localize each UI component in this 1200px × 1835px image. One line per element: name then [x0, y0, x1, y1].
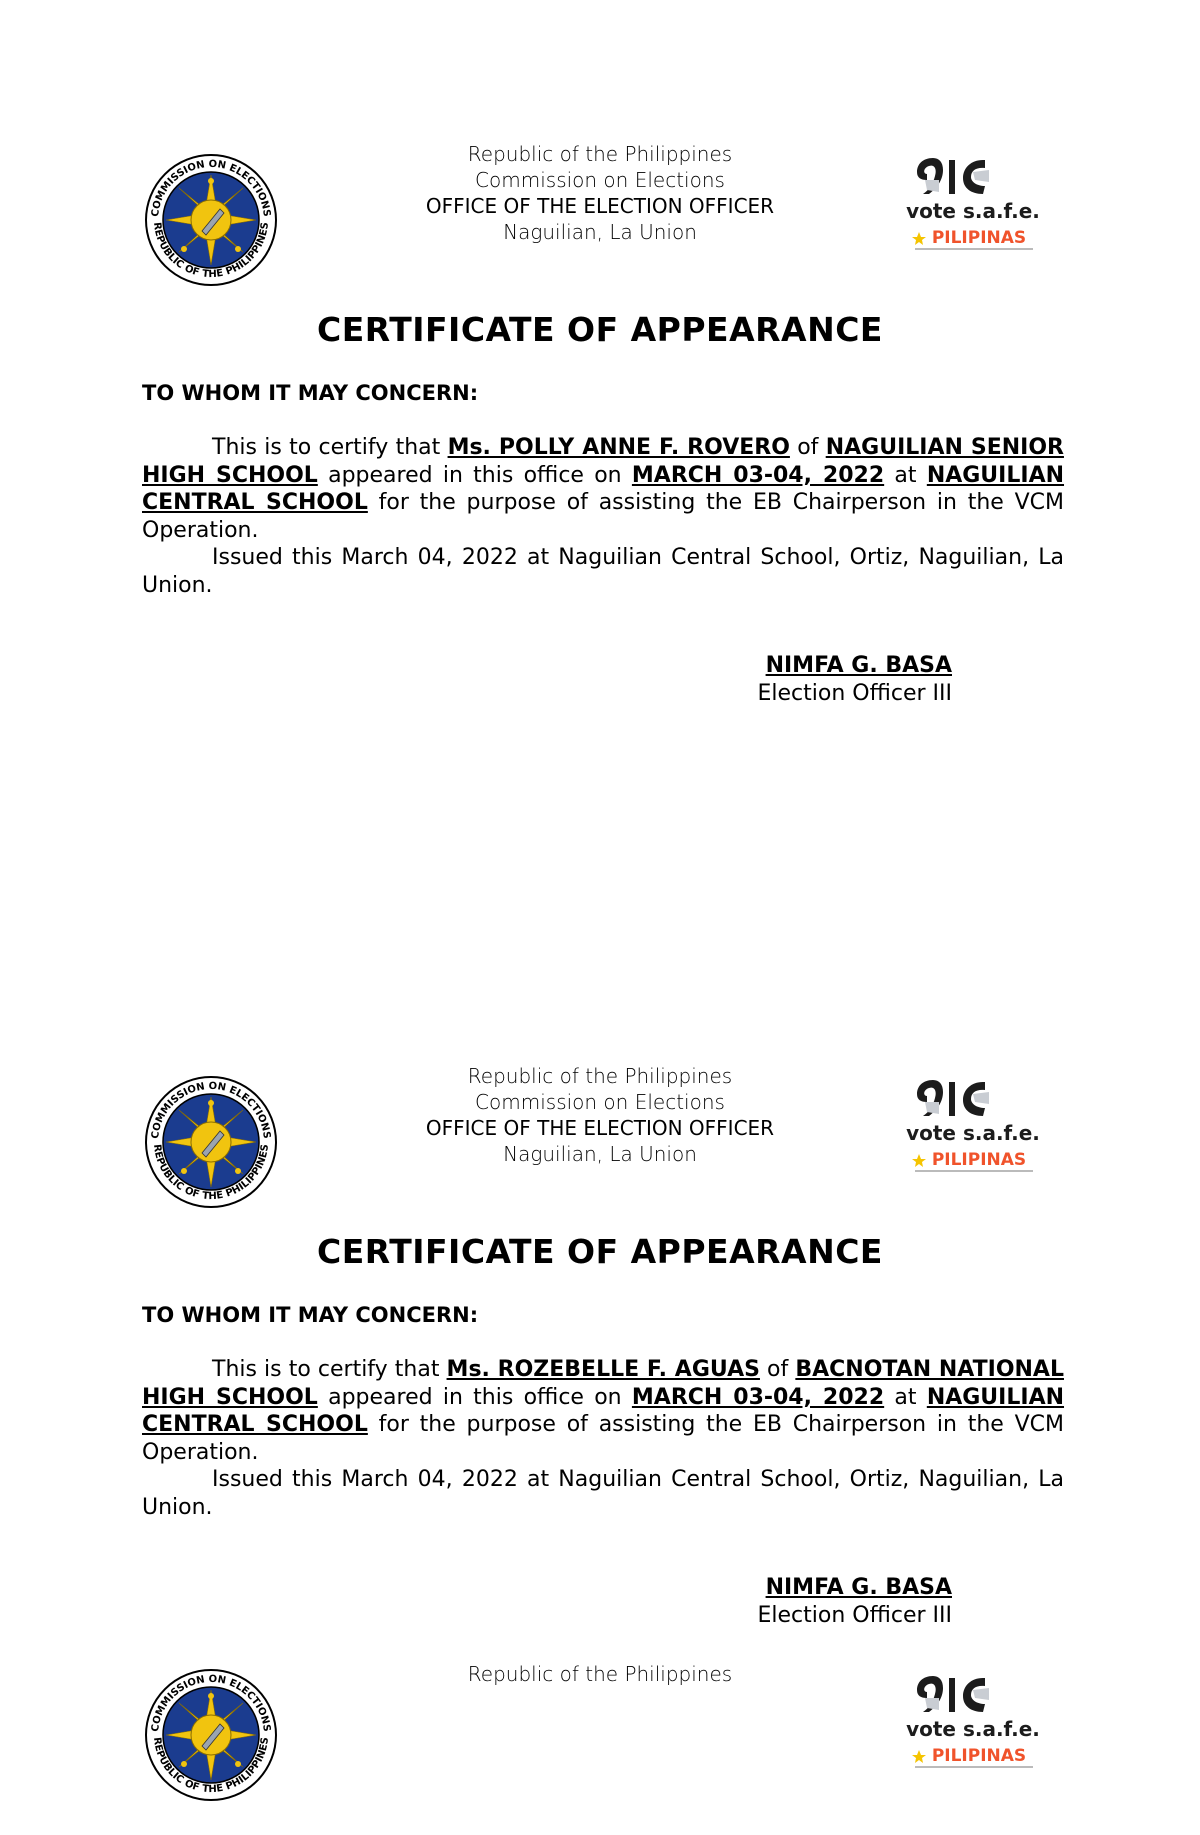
certificate-title: CERTIFICATE OF APPEARANCE — [317, 1232, 883, 1271]
header-republic: Republic of the Philippines — [467, 142, 733, 166]
school-name: BACNOTAN NATIONAL HIGH SCHOOL — [142, 1357, 1064, 1410]
salutation: TO WHOM IT MAY CONCERN: — [142, 1303, 479, 1327]
header-location: Naguilian, La Union — [503, 1142, 697, 1166]
office-header — [300, 1063, 900, 1167]
appearance-date: MARCH 03-04, 2022 — [631, 462, 885, 488]
seal-top-text: COMMISSION ON ELECTIONS — [150, 1673, 272, 1733]
venue-name: NAGUILIAN CENTRAL SCHOOL — [142, 462, 1065, 515]
header-republic: Republic of the Philippines — [467, 1662, 733, 1686]
certificate-1 — [0, 0, 1200, 760]
vote-safe-logo-icon — [905, 1072, 1041, 1182]
body-paragraph-1: This is to certify that Ms. POLLY ANNE F. ROVERO of NAGUILIAN SENIOR HIGH SCHOOL appeared in this office on MARCH 03-04, 2022 at NAGUILIAN CENTRAL SCHOOL for the purpose of assisting the EB Chairperson in the VCM Operation. — [142, 435, 1065, 543]
header-commission: Commission on Elections — [475, 1090, 725, 1114]
header-office: OFFICE OF THE ELECTION OFFICER — [425, 194, 775, 218]
certificate-body — [142, 1356, 1064, 1521]
header-republic: Republic of the Philippines — [467, 1064, 733, 1088]
seal-top-text: COMMISSION ON ELECTIONS — [150, 1080, 272, 1140]
logo-pilipinas-text: PILIPINAS — [931, 1746, 1027, 1766]
venue-name: NAGUILIAN CENTRAL SCHOOL — [142, 1384, 1065, 1437]
header-office: OFFICE OF THE ELECTION OFFICER — [425, 1116, 775, 1140]
salutation: TO WHOM IT MAY CONCERN: — [142, 381, 479, 405]
body-paragraph-1: This is to certify that Ms. ROZEBELLE F. AGUAS of BACNOTAN NATIONAL HIGH SCHOOL appeared in this office on MARCH 03-04, 2022 at NAGUILIAN CENTRAL SCHOOL for the purpose of assisting the EB Chairperson in the VCM Operation. — [142, 1357, 1065, 1465]
header-commission: Commission on Elections — [475, 168, 725, 192]
person-name: Ms. POLLY ANNE F. ROVERO — [447, 435, 790, 460]
logo-vote-text: vote s.a.f.e. — [906, 1717, 1040, 1741]
certificate-body — [142, 434, 1064, 599]
body-paragraph-2: Issued this March 04, 2022 at Naguilian Central School, Ortiz, Naguilian, La Union. — [142, 1467, 1064, 1520]
office-header — [300, 141, 900, 245]
certificate-title: CERTIFICATE OF APPEARANCE — [317, 310, 883, 349]
seal-bottom-text: REPUBLIC OF THE PHILIPPINES — [150, 1736, 272, 1796]
vote-safe-logo-icon — [905, 150, 1041, 260]
signatory-name: NIMFA G. BASA — [765, 653, 952, 678]
certificate-3-partial — [0, 1662, 1200, 1835]
signatory-name: NIMFA G. BASA — [765, 1575, 952, 1600]
comelec-seal-icon — [144, 153, 278, 287]
seal-bottom-text: REPUBLIC OF THE PHILIPPINES — [150, 221, 272, 281]
logo-pilipinas-text: PILIPINAS — [931, 1150, 1027, 1170]
body-paragraph-2: Issued this March 04, 2022 at Naguilian Central School, Ortiz, Naguilian, La Union. — [142, 545, 1064, 598]
logo-vote-text: vote s.a.f.e. — [906, 1121, 1040, 1145]
signatory-title: Election Officer III — [757, 1603, 952, 1628]
school-name: NAGUILIAN SENIOR HIGH SCHOOL — [142, 435, 1064, 488]
signature-block — [758, 652, 953, 708]
certificate-2 — [0, 922, 1200, 1682]
vote-safe-logo-icon — [905, 1668, 1041, 1778]
person-name: Ms. ROZEBELLE F. AGUAS — [446, 1357, 760, 1382]
appearance-date: MARCH 03-04, 2022 — [631, 1384, 885, 1410]
signatory-title: Election Officer III — [757, 681, 952, 706]
signature-block — [758, 1574, 953, 1630]
comelec-seal-icon — [144, 1668, 278, 1802]
seal-top-text: COMMISSION ON ELECTIONS — [150, 158, 272, 218]
office-header — [300, 1661, 900, 1687]
logo-pilipinas-text: PILIPINAS — [931, 228, 1027, 248]
comelec-seal-icon — [144, 1075, 278, 1209]
seal-bottom-text: REPUBLIC OF THE PHILIPPINES — [150, 1143, 272, 1203]
logo-vote-text: vote s.a.f.e. — [906, 199, 1040, 223]
header-location: Naguilian, La Union — [503, 220, 697, 244]
